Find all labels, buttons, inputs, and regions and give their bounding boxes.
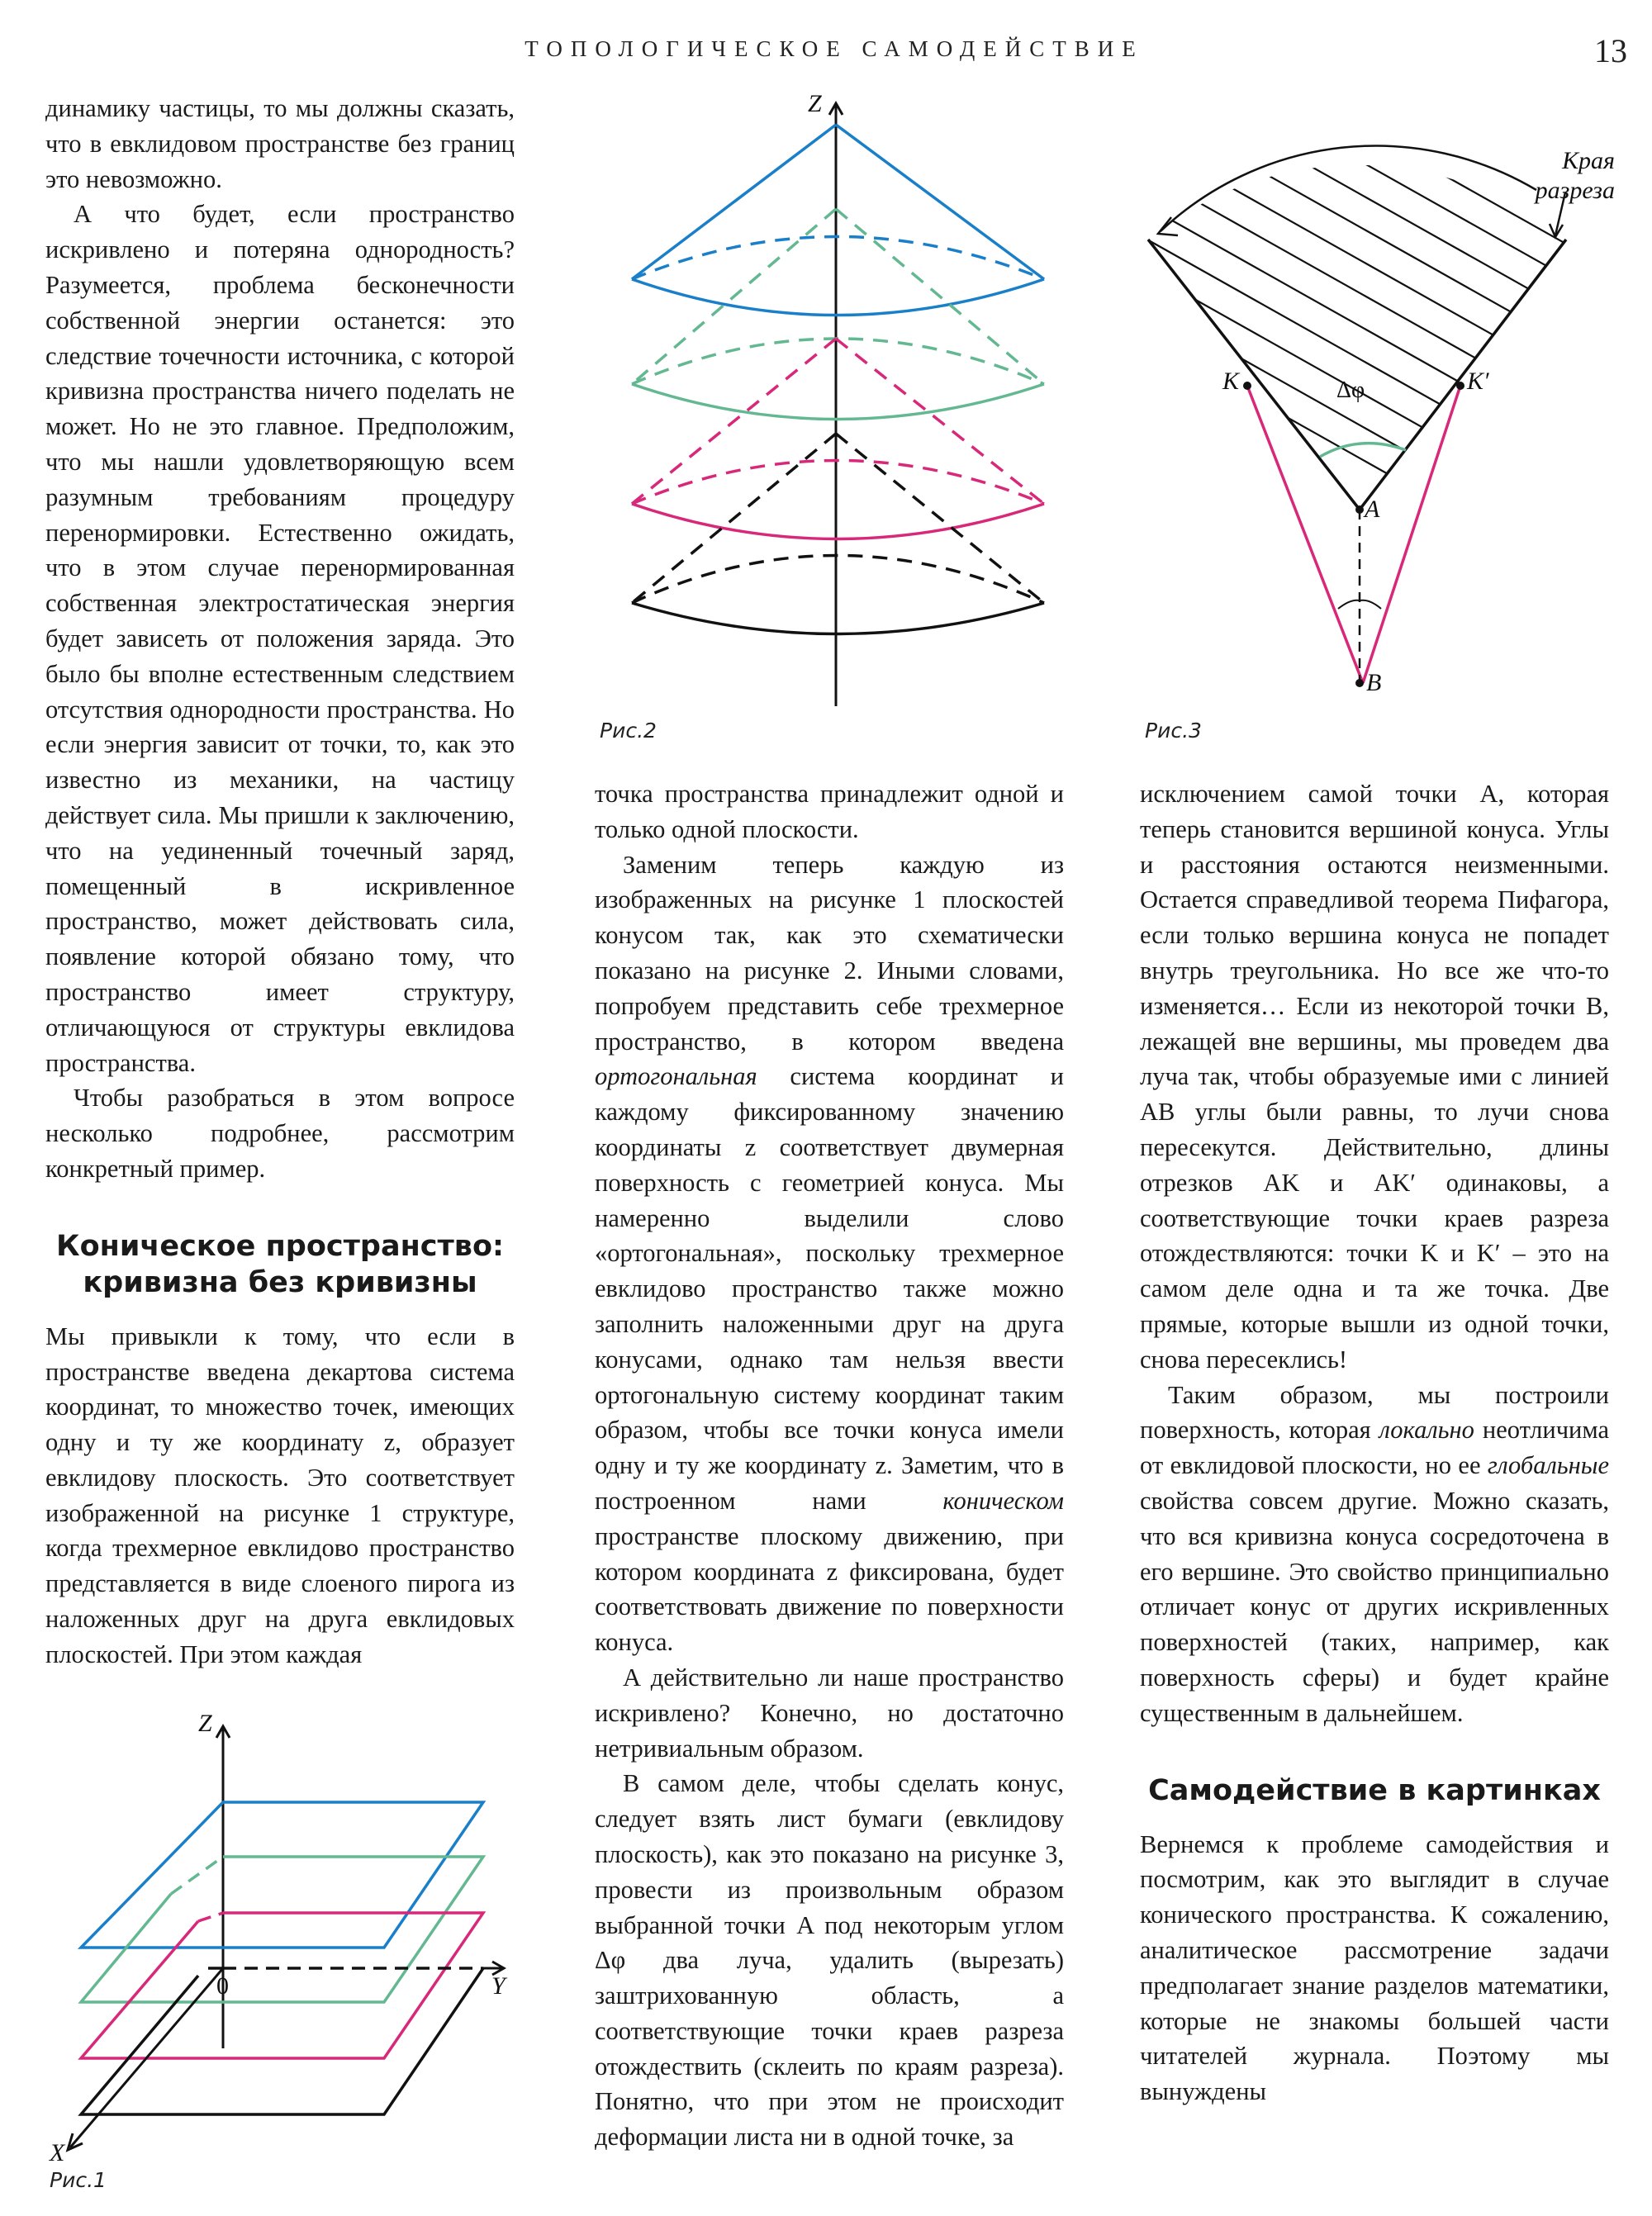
cone-magenta [632,504,1044,539]
planes-diagram [33,1710,529,2172]
emphasis: коническом [942,1486,1064,1515]
cone-black [632,603,1044,634]
cut-edges-label [1474,146,1615,206]
text-column-1 [45,91,515,1673]
paragraph: точка пространства принадлежит одной и только одной плоскости. [595,780,1064,843]
cut-edges-label-line2: разреза [1535,177,1615,204]
paragraph [1140,1378,1609,1731]
x-axis-label: X [50,2139,65,2166]
text-run: свойства совсем другие. Можно сказать, что вся кривизна конуса сосредоточена в его вершине. Это свойство принципиально отличает конус от других искривленных поверхностей (таких, например, как поверхность сферы) и будет крайне существенным в дальнейшем. [1140,1486,1609,1727]
paragraph: динамику частицы, то мы должны сказать, что в евклидовом пространстве без границ это невозможно. [45,94,515,193]
text-run: Таким образом, мы построили поверхность, которая [1140,1380,1609,1445]
figure-caption: Рис.2 [600,719,657,743]
figure-2 [595,87,1090,747]
point-k-label: K [1222,368,1240,395]
rays-from-b [1247,386,1460,683]
text-run: пространстве плоскому движению, при котором координата z фиксирована, будет соответствовать движение по поверхности конуса. [595,1521,1064,1657]
angle-label: Δφ [1336,377,1365,403]
figure-1 [33,1710,529,2205]
cut-edges [1148,240,1566,510]
cone-green [632,384,1044,420]
z-axis-label: Z [808,90,822,117]
origin-label: 0 [216,1972,229,2000]
paragraph [595,847,1064,1660]
emphasis: локально [1379,1416,1474,1445]
z-axis-label: Z [198,1710,212,1737]
figure-3 [1140,87,1635,747]
text-column-3 [1140,776,1609,2109]
section-heading: Самодействие в картинках [1148,1773,1601,1807]
y-axis-label: Y [491,1972,506,2000]
plane-green [81,1857,483,2002]
page-number: 13 [1594,32,1627,69]
paragraph: Чтобы разобраться в этом вопросе несколько подробнее, рассмотрим конкретный пример. [45,1084,515,1183]
cut-edges-label-line1: Края [1562,147,1615,174]
paragraph: В самом деле, чтобы сделать конус, следует взять лист бумаги (евклидову плоскость), как это показано на рисунке 3, провести из произвольным образом выбранной точки A под некоторым углом Δφ два луча, удалить (вырезать) заштрихованную область, а соответствующие точки краев разреза отождествить (склеить по краям разреза). Понятно, что при этом не происходит деформации листа ни в одной точке, за [595,1769,1064,2152]
angle-arc [1320,444,1406,457]
emphasis: глобальные [1487,1451,1609,1480]
point-a-label: A [1365,496,1380,523]
cone-blue [632,279,1044,316]
point-k-prime-label: K′ [1467,368,1489,395]
text-run: система координат и каждому фиксированному значению координаты z соответствует двумерная поверхность с геометрией конуса. Мы намеренно выделили слово «ортогональная», поскольку трехмерное евклидово пространство также можно заполнить наложенными друг на друга конусами, однако там нельзя ввести ортогональную систему координат таким образом, чтобы все точки конуса имели одну и ту же координату z. Заметим, что в построенном нами [595,1062,1064,1515]
section-heading: Коническое пространство: кривизна без кривизны [56,1229,504,1299]
running-title: ТОПОЛОГИЧЕСКОЕ САМОДЕЙСТВИЕ [525,36,1144,61]
point-b-label: B [1366,669,1382,696]
paragraph: Мы привыкли к тому, что если в пространстве введена декартова система координат, то множество точек, имеющих одну и ту же координату z, образует евклидову плоскость. Это соответствует изображенной на рисунке 1 структуре, когда трехмерное евклидово пространство представляется в виде слоеного пирога из наложенных друг на друга евклидовых плоскостей. При этом каждая [45,1322,515,1668]
text-run: Заменим теперь каждую из изображенных на рисунке 1 плоскостей конусом так, как это схематически показано на рисунке 2. Иными словами, попробуем представить себе трехмерное пространство, в котором введена [595,850,1064,1056]
paragraph: исключением самой точки A, которая теперь становится вершиной конуса. Углы и расстояния остаются неизменными. Остается справедливой теорема Пифагора, если только вершина конуса не попадет внутрь треугольника. Но все же что-то изменяется… Если из некоторой точки B, лежащей вне вершины, мы проведем два луча так, чтобы образуемые ими с линией AB углы были равны, то лучи снова пересекутся. Действительно, длины отрезков AK и AK′ одинаковы, а соответствующие точки краев разреза отождествляются: точки K и K′ – это на самом деле одна и та же точка. Две прямые, которые вышли из одной точки, снова пересеклись! [1140,780,1609,1374]
text-run: неотличима от евклидовой плоскости, но ее [1140,1416,1609,1480]
paragraph: А действительно ли наше пространство искривлено? Конечно, но достаточно нетривиальным образом. [595,1663,1064,1763]
plane-magenta [81,1913,483,2058]
text-column-2 [595,776,1064,2155]
plane-blue [81,1802,483,1948]
cones-diagram [595,87,1090,723]
paragraph: А что будет, если пространство искривлено и потеряна однородность? Разумеется, проблема бесконечности собственной энергии останется: это следствие точечности источника, с которой кривизна пространства ничего поделать не может. Но не это главное. Предположим, что мы нашли удовлетворяющую всем разумным требованиям процедуру перенормировки. Естественно ожидать, что в этом случае перенормированная собственная электростатическая энергия будет зависеть от положения заряда. Это было бы вполне естественным следствием отсутствия однородности пространства. Но если энергия зависит от точки, то, как это известно из механики, на частицу действует сила. Мы пришли к заключению, что на уединенный точечный заряд, помещенный в искривленное пространство, может действовать сила, появление которой обязано тому, что пространство имеет структуру, отличающуюся от структуры евклидова пространства. [45,200,515,1077]
figure-caption: Рис.1 [50,2168,107,2192]
paragraph: Вернемся к проблеме самодействия и посмотрим, как это выглядит в случае конического пространства. К сожалению, аналитическое рассмотрение задачи предполагает знание разделов математики, которые не знакомы большей части читателей журнала. Поэтому мы вынуждены [1140,1829,1609,2106]
plane-black [81,1968,483,2114]
figure-caption: Рис.3 [1145,719,1202,743]
emphasis: ортогональная [595,1062,757,1091]
